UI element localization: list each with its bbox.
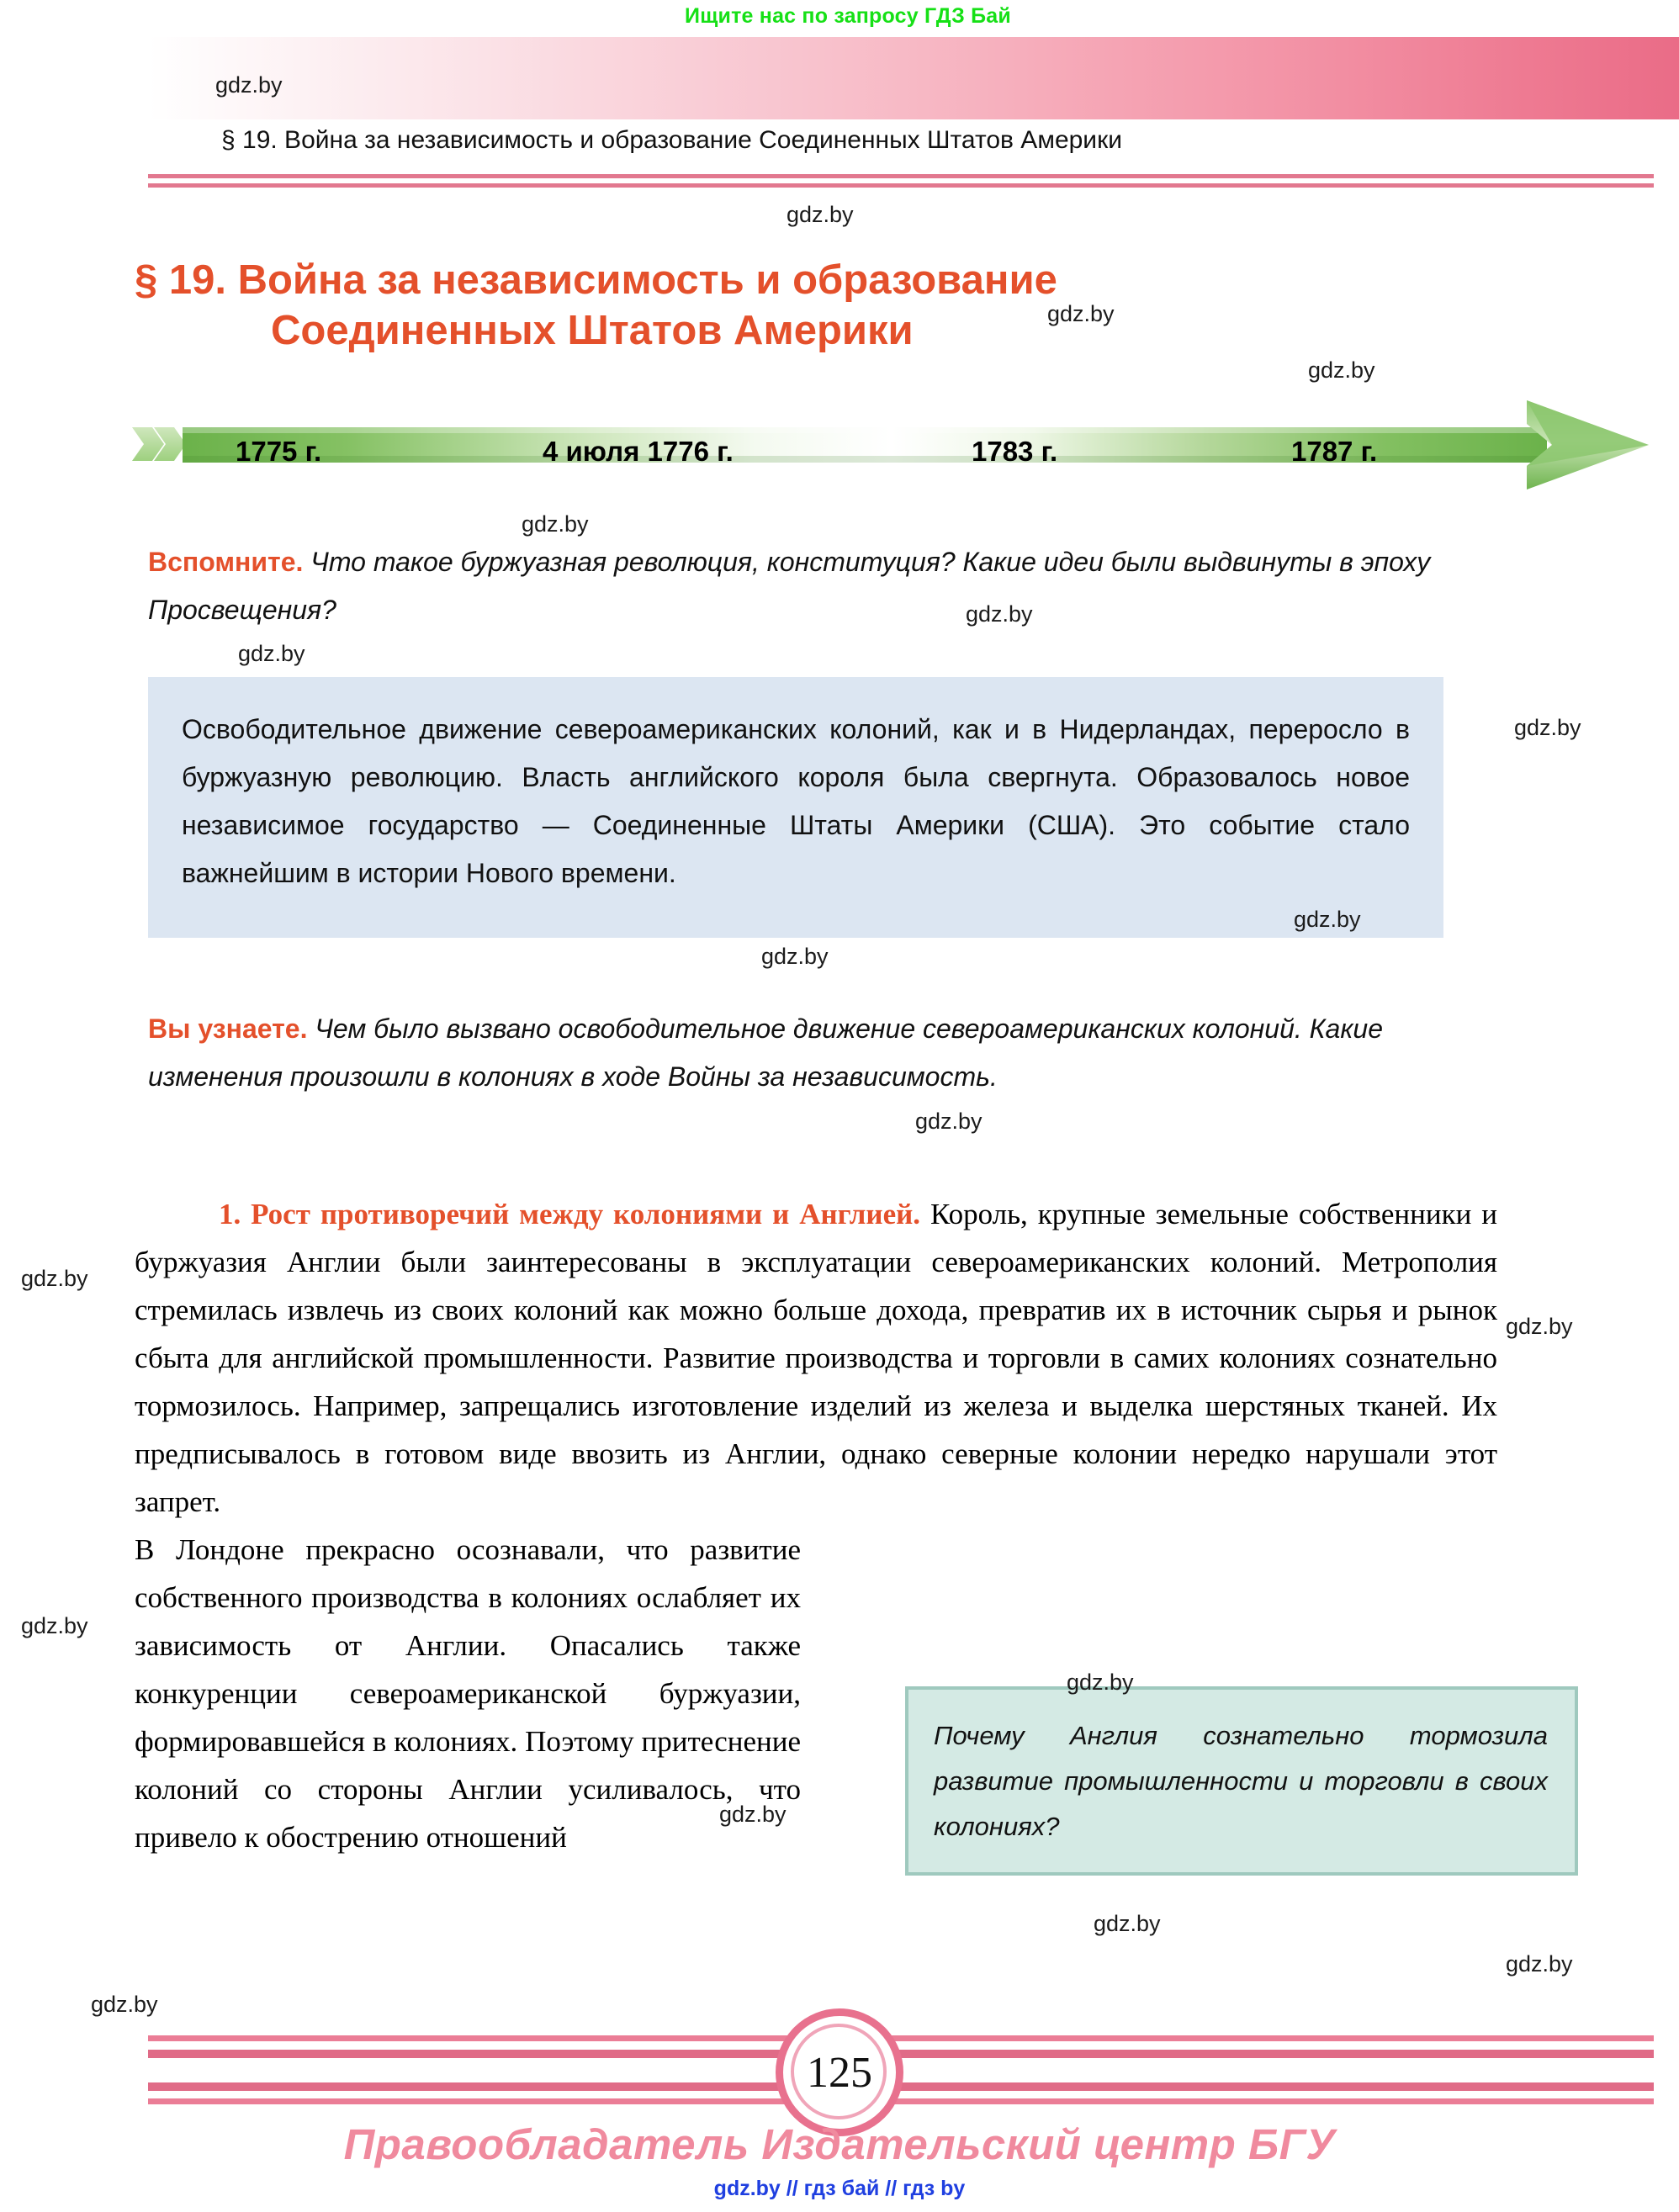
rule-top (148, 174, 1654, 178)
watermark-gdz: gdz.by (1514, 715, 1581, 740)
recall-text: Что такое буржуазная революция, конституция? Какие идеи были выдвинуты в эпоху Просвещения? (148, 547, 1431, 625)
watermark-gdz: gdz.by (215, 72, 283, 98)
page-title-line2: Соединенных Штатов Америки (271, 307, 914, 353)
watermark-gdz: gdz.by (1047, 301, 1115, 326)
running-head (148, 122, 1654, 172)
watermark-gdz: gdz.by (91, 1992, 158, 2017)
watermark-gdz: gdz.by (915, 1109, 983, 1134)
timeline-label-3: 1787 г. (1291, 436, 1378, 467)
rule-bottom (148, 183, 1654, 188)
page-number: 125 (807, 2048, 872, 2097)
watermark-gdz: gdz.by (761, 944, 829, 969)
promo-text: Ищите нас по запросу ГДЗ Бай (685, 4, 1011, 28)
copyright-notice: Правообладатель Издательский центр БГУ (343, 2120, 1336, 2168)
watermark-gdz: gdz.by (966, 601, 1033, 627)
watermark-gdz: gdz.by (719, 1802, 787, 1827)
watermark-gdz: gdz.by (21, 1266, 88, 1291)
section-1-heading: 1. Рост противоречий между колониями и Англией. (219, 1198, 921, 1230)
timeline-arrow-graphic (130, 395, 1653, 496)
key-idea-box (148, 677, 1443, 938)
promo-strip (0, 0, 1679, 32)
header-divider-rule (148, 174, 1654, 188)
watermark-gdz: gdz.by (21, 1613, 88, 1638)
watermark-gdz: gdz.by (1067, 1670, 1134, 1695)
bottom-links: gdz.by // гдз бай // гдз by (713, 2177, 966, 2200)
key-idea-text: Освободительное движение североамериканских колоний, как и в Нидерландах, переросло в буржуазную революцию. Власть английского короля была свергнута. Образовалось новое независимое государство — Соединенные Штаты Америки (США). Это событие стало важнейшим в истории Нового времени. (182, 714, 1410, 888)
learn-text: Чем было вызвано освободительное движение североамериканских колоний. Какие изменения произошли в колониях в ходе Войны за независимость. (148, 1013, 1384, 1092)
watermark-gdz: gdz.by (787, 202, 854, 227)
watermark-gdz: gdz.by (1506, 1314, 1573, 1339)
question-box-text: Почему Англия сознательно тормозила развитие промышленности и торговли в своих колониях? (934, 1721, 1548, 1841)
footer-rule-4 (148, 2098, 1654, 2104)
section-1-paragraph-1 (135, 1190, 1497, 1526)
timeline-label-0: 1775 г. (236, 436, 322, 467)
page-number-badge (776, 2008, 903, 2136)
section-1-text-1: Король, крупные земельные собственники и буржуазия Англии были заинтересованы в эксплуатации североамериканских колоний. Метрополия стремилась извлечь из своих колоний как можно больше дохода, превратив их в источник сырья и рынок сбыта для английской промышленности. Развитие производства и торговли в самих колониях сознательно тормозилось. Например, запрещались изготовление изделий из железа и выделка шерстяных тканей. Их предписывалось в готовом виде ввозить из Англии, однако северные колонии нередко нарушали этот запрет. (135, 1198, 1498, 1518)
timeline-arrow (130, 395, 1653, 496)
question-box (905, 1686, 1578, 1876)
recall-lead: Вспомните. (148, 547, 304, 577)
watermark-gdz: gdz.by (1294, 907, 1361, 932)
header-gradient-band (148, 37, 1679, 119)
watermark-gdz: gdz.by (1308, 357, 1375, 383)
page-title-line1: § 19. Война за независимость и образование (135, 257, 1057, 303)
recall-paragraph (148, 538, 1502, 634)
learn-lead: Вы узнаете. (148, 1013, 308, 1044)
footer-rule-1 (148, 2035, 1654, 2041)
watermark-gdz: gdz.by (1094, 1911, 1161, 1936)
timeline-label-2: 1783 г. (972, 436, 1058, 467)
learn-paragraph (148, 1005, 1511, 1101)
timeline-label-1: 4 июля 1776 г. (543, 436, 734, 467)
page-title (135, 255, 1396, 356)
running-head-text: § 19. Война за независимость и образование Соединенных Штатов Америки (221, 126, 1122, 154)
section-1-text-2: В Лондоне прекрасно осознавали, что развитие собственного производства в колониях ослабляет их зависимость от Англии. Опасались также конкуренции североамериканской буржуазии, формировавшейся в колониях. Поэтому притеснение колоний со стороны Англии усиливалось, что привело к обострению отношений (135, 1533, 801, 1854)
watermark-gdz: gdz.by (238, 641, 305, 666)
watermark-gdz: gdz.by (522, 511, 589, 537)
watermark-gdz: gdz.by (1506, 1951, 1573, 1977)
